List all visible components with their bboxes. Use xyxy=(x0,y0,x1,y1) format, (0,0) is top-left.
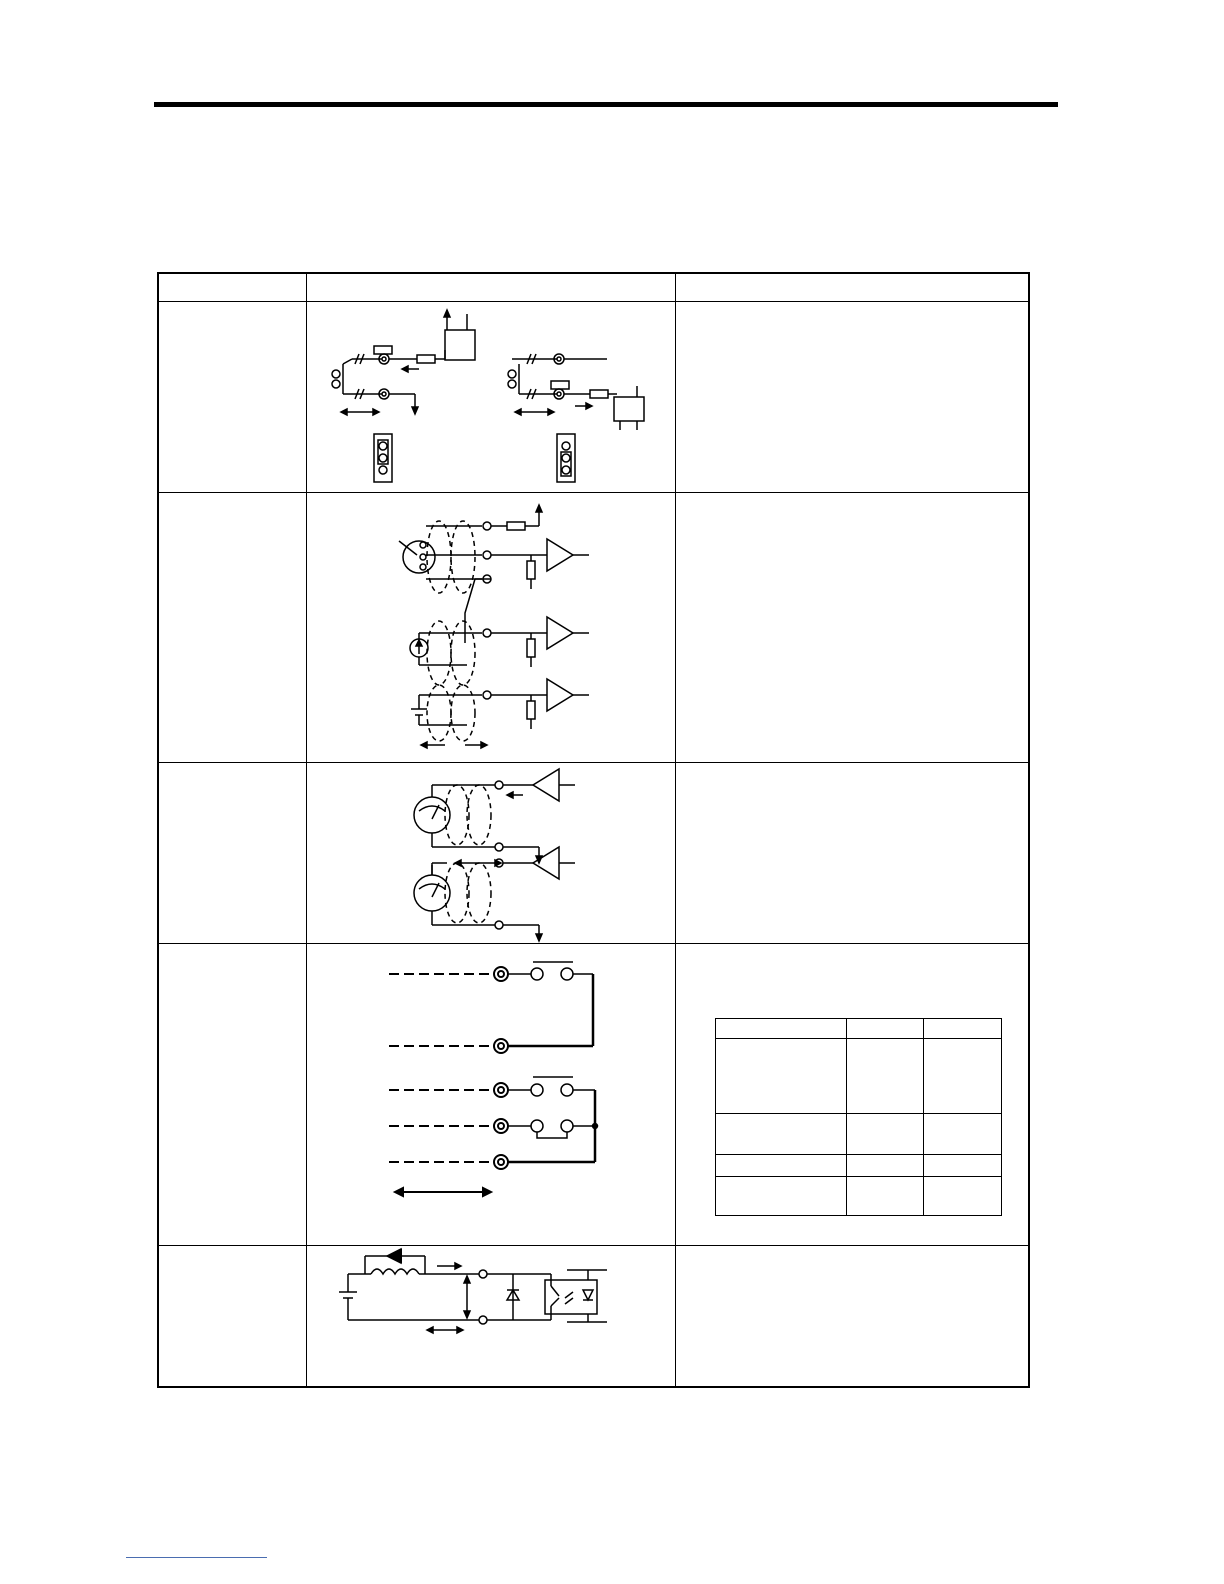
meter-icon xyxy=(414,875,450,911)
column-separator xyxy=(675,274,676,1386)
potentiometer-icon xyxy=(399,541,435,573)
analog-input-diagram xyxy=(307,493,674,762)
amplifier-icon xyxy=(547,617,573,649)
switch-terminal-diagram xyxy=(307,944,674,1244)
shielded-cable-icon xyxy=(445,785,491,923)
battery-icon xyxy=(339,1292,357,1298)
setting-table-header-separator xyxy=(716,1038,1001,1039)
diode-icon xyxy=(387,1249,401,1263)
analog-output-diagram xyxy=(307,763,674,943)
photocoupler-icon xyxy=(541,1270,607,1322)
setting-table-column-separator xyxy=(846,1019,847,1215)
switch-icon xyxy=(508,962,593,1046)
footer-link-rule xyxy=(126,1557,267,1558)
amplifier-icon xyxy=(547,679,573,711)
top-rule xyxy=(154,102,1058,107)
contact-input-diagram xyxy=(307,302,674,492)
amplifier-icon xyxy=(547,539,573,571)
setting-table-row-separator xyxy=(716,1113,1001,1114)
setting-table xyxy=(715,1018,1002,1216)
meter-icon xyxy=(414,797,450,833)
photocoupler-output-diagram xyxy=(307,1246,674,1388)
amplifier-icon xyxy=(533,769,559,801)
switch-icon xyxy=(508,1077,598,1162)
setting-table-column-separator xyxy=(923,1019,924,1215)
terminal-icon xyxy=(389,967,508,1169)
relay-coil-icon xyxy=(371,1269,419,1274)
setting-table-row-separator xyxy=(716,1176,1001,1177)
contact-input-source-diagram xyxy=(508,354,644,482)
voltage-source-icon xyxy=(411,709,427,715)
amplifier-icon xyxy=(533,847,559,879)
setting-table-row-separator xyxy=(716,1154,1001,1155)
wiring-table xyxy=(157,272,1030,1388)
contact-input-sink-diagram xyxy=(332,310,475,482)
current-source-icon xyxy=(410,639,428,657)
